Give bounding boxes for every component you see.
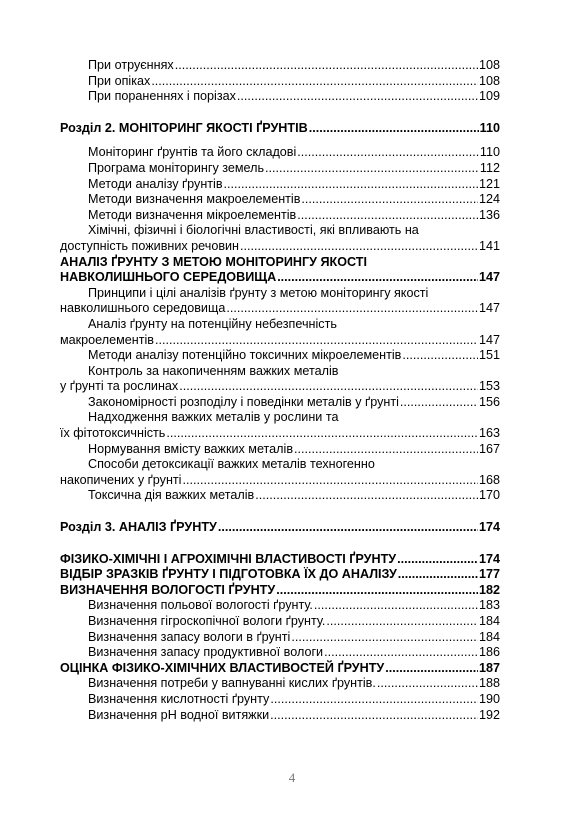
toc-entry[interactable] [60, 630, 500, 646]
toc-entry[interactable] [60, 192, 500, 208]
toc-entry-page: 163 [478, 426, 500, 441]
toc-entry[interactable] [60, 567, 500, 583]
toc-entry-leader-row [60, 552, 500, 568]
toc-entry[interactable] [60, 395, 500, 411]
toc-entry-leader-row [60, 58, 500, 74]
toc-entry-page: 153 [478, 379, 500, 394]
toc-entry-page: 147 [478, 332, 500, 347]
dot-leader [277, 270, 478, 286]
toc-entry-leader-row [60, 708, 500, 724]
toc-entry-title-line: При пораненнях і порізах [88, 89, 236, 104]
toc-entry-leader-row [60, 239, 500, 255]
toc-entry-title-line: Програма моніторингу земель [88, 160, 265, 175]
toc-entry-leader-row [60, 270, 500, 286]
toc-entry-page: 174 [478, 520, 500, 535]
dot-leader [324, 645, 478, 661]
toc-entry-leader-row [60, 661, 500, 677]
toc-entry-title-line: Методи визначення мікроелементів [88, 207, 297, 222]
toc-entry-leader-row [60, 630, 500, 646]
toc-entry-title-line: доступність поживних речовин [60, 238, 240, 253]
toc-entry-title-line: ОЦІНКА ФІЗИКО-ХІМІЧНИХ ВЛАСТИВОСТЕЙ ҐРУНТУ [60, 660, 385, 675]
toc-entry-page: 168 [478, 472, 500, 487]
dot-leader [398, 567, 478, 583]
toc-entry-title-line: їх фітотоксичність [60, 426, 166, 441]
toc-entry-title-line: Визначення потреби у вапнуванні кислих ґрунтів. [88, 676, 376, 691]
dot-leader [240, 239, 478, 255]
toc-entry-leader-row [60, 473, 500, 489]
toc-entry[interactable] [60, 598, 500, 614]
dot-leader [309, 121, 479, 137]
toc-entry-page: 174 [478, 551, 500, 566]
toc-entry-page: 108 [478, 58, 500, 72]
dot-leader [276, 583, 478, 599]
toc-entry-leader-row [60, 348, 500, 364]
toc-entry-title-line: Закономірності розподілу і поведінки металів у ґрунті [88, 394, 399, 409]
toc-entry-leader-row [60, 645, 500, 661]
toc-entry[interactable] [60, 161, 500, 177]
toc-entry-leader-row [60, 520, 500, 536]
toc-entry[interactable] [60, 583, 500, 599]
toc-entry[interactable] [60, 286, 500, 317]
toc-entry-title-line: Моніторинг ґрунтів та його складові [88, 145, 297, 160]
dot-leader [326, 614, 478, 630]
toc-entry[interactable] [60, 410, 500, 441]
toc-entry[interactable] [60, 457, 500, 488]
dot-leader [314, 598, 478, 614]
toc-entry[interactable] [60, 552, 500, 568]
toc-entry-title-line: навколишнього середовища [60, 301, 226, 316]
toc-entry[interactable] [60, 488, 500, 504]
toc-entry-title-line: При опіках [88, 73, 151, 88]
toc-entry[interactable] [60, 121, 500, 137]
dot-leader [297, 208, 478, 224]
toc-entry-leader-row [60, 442, 500, 458]
toc-entry-page: 188 [478, 676, 500, 691]
toc-entry-leader-row [60, 145, 500, 161]
toc-entry-leader-row [60, 192, 500, 208]
toc-entry-page: 192 [478, 707, 500, 722]
toc-entry-page: 186 [478, 645, 500, 660]
dot-leader [385, 661, 478, 677]
toc-entry-title-line: Розділ 3. АНАЛІЗ ҐРУНТУ [60, 520, 217, 535]
toc-entry[interactable] [60, 89, 500, 105]
toc-entry-page: 110 [479, 145, 500, 160]
toc-entry-page: 184 [478, 614, 500, 628]
toc-entry-leader-row [60, 301, 500, 317]
toc-entry-title-line: Нормування вмісту важких металів [88, 441, 294, 456]
dot-leader [226, 301, 478, 317]
table-of-contents [60, 58, 500, 723]
toc-entry-page: 121 [478, 176, 500, 191]
dot-leader [224, 177, 478, 193]
toc-entry-page: 167 [478, 441, 500, 456]
toc-entry-title-line: Визначення кислотності ґрунту [88, 691, 270, 706]
toc-entry-leader-row [60, 208, 500, 224]
toc-entry-leader-row [60, 395, 500, 411]
toc-entry-title-line: Розділ 2. МОНІТОРИНГ ЯКОСТІ ҐРУНТІВ [60, 120, 308, 135]
toc-entry-title-line: Контроль за накопиченням важких металів [88, 363, 339, 378]
toc-entry-page: 109 [478, 89, 500, 104]
toc-entry-page: 124 [478, 192, 500, 207]
toc-entry[interactable] [60, 708, 500, 724]
toc-entry[interactable] [60, 645, 500, 661]
toc-entry-page: 187 [478, 660, 500, 675]
toc-entry-page: 182 [478, 582, 500, 597]
toc-entry-title-line: ФІЗИКО-ХІМІЧНІ І АГРОХІМІЧНІ ВЛАСТИВОСТІ ҐРУНТУ [60, 551, 397, 566]
dot-leader [377, 676, 478, 692]
toc-entry[interactable] [60, 255, 500, 286]
toc-entry-page: 170 [478, 488, 500, 503]
toc-entry[interactable] [60, 614, 500, 630]
toc-entry-page: 151 [478, 348, 500, 363]
toc-entry-leader-row [60, 74, 500, 90]
toc-entry-leader-row [60, 488, 500, 504]
toc-entry-leader-row [60, 379, 500, 395]
dot-leader [155, 333, 478, 349]
toc-entry-title-line: АНАЛІЗ ҐРУНТУ З МЕТОЮ МОНІТОРИНГУ ЯКОСТІ [60, 254, 368, 269]
toc-entry-title-line: НАВКОЛИШНЬОГО СЕРЕДОВИЩА [60, 270, 277, 285]
toc-entry[interactable] [60, 223, 500, 254]
toc-entry[interactable] [60, 364, 500, 395]
toc-entry-page: 141 [478, 238, 500, 253]
toc-entry-title-line: макроелементів [60, 332, 154, 347]
toc-entry-leader-row [60, 692, 500, 708]
toc-entry-page: 147 [478, 270, 500, 285]
toc-entry-leader-row [60, 583, 500, 599]
toc-entry[interactable] [60, 177, 500, 193]
toc-entry[interactable] [60, 676, 500, 692]
toc-entry-title-line: накопичених у ґрунті [60, 472, 182, 487]
toc-entry-title-line: Визначення гігроскопічної вологи ґрунту. [88, 614, 326, 628]
toc-entry-title-line: у ґрунті та рослинах [60, 379, 179, 394]
toc-entry-page: 183 [478, 598, 500, 613]
dot-leader [237, 89, 478, 105]
toc-entry-leader-row [60, 598, 500, 614]
toc-entry[interactable] [60, 348, 500, 364]
toc-entry-page: 177 [478, 567, 500, 582]
toc-entry-page: 156 [478, 394, 500, 409]
dot-leader [179, 379, 478, 395]
toc-entry[interactable] [60, 317, 500, 348]
toc-entry-page: 108 [478, 73, 500, 88]
dot-leader [297, 145, 479, 161]
dot-leader [402, 348, 478, 364]
toc-entry-page: 110 [479, 120, 500, 135]
toc-entry-leader-row [60, 567, 500, 583]
toc-entry-leader-row [60, 426, 500, 442]
dot-leader [397, 552, 478, 568]
toc-entry[interactable] [60, 692, 500, 708]
toc-entry-title-line: Надходження важких металів у рослини та [88, 410, 339, 425]
page-number: 4 [288, 770, 296, 785]
dot-leader [182, 473, 478, 489]
dot-leader [294, 442, 478, 458]
toc-entry-leader-row [60, 121, 500, 137]
dot-leader [400, 395, 478, 411]
toc-entry-page: 136 [478, 207, 500, 222]
toc-entry-title-line: Визначення рН водної витяжки [88, 707, 270, 722]
dot-leader [265, 161, 479, 177]
toc-entry-title-line: Визначення запасу вологи в ґрунті [88, 629, 291, 644]
toc-entry-title-line: Методи аналізу ґрунтів [88, 176, 223, 191]
toc-entry-page: 112 [479, 160, 500, 175]
toc-entry-title-line: Способи детоксикації важких металів техногенно [88, 457, 375, 472]
toc-entry-leader-row [60, 333, 500, 349]
toc-entry-leader-row [60, 89, 500, 105]
toc-entry-leader-row [60, 614, 500, 630]
toc-entry-title-line: Визначення польової вологості ґрунту. [88, 598, 313, 613]
toc-entry-title-line: Методи аналізу потенційно токсичних мікроелементів [88, 348, 402, 363]
toc-entry-title-line: Хімічні, фізичні і біологічні властивості, які впливають на [88, 223, 419, 238]
toc-entry-title-line: Методи визначення макроелементів [88, 192, 301, 207]
toc-entry-title-line: Принципи і цілі аналізів ґрунту з метою моніторингу якості [88, 285, 429, 300]
toc-entry-title-line: Токсична дія важких металів [88, 488, 255, 503]
dot-leader [255, 488, 478, 504]
dot-leader [166, 426, 478, 442]
toc-entry-leader-row [60, 161, 500, 177]
toc-entry-leader-row [60, 177, 500, 193]
toc-entry-title-line: ВИЗНАЧЕННЯ ВОЛОГОСТІ ҐРУНТУ [60, 582, 276, 597]
toc-entry[interactable] [60, 58, 500, 74]
toc-entry-title-line: Визначення запасу продуктивної вологи [88, 645, 324, 660]
toc-entry-title-line: При отруєннях [88, 58, 174, 72]
toc-entry[interactable] [60, 74, 500, 90]
toc-entry-title-line: Аналіз ґрунту на потенційну небезпечність [88, 316, 337, 331]
toc-entry[interactable] [60, 145, 500, 161]
toc-entry[interactable] [60, 661, 500, 677]
dot-leader [270, 692, 478, 708]
dot-leader [291, 630, 478, 646]
toc-entry[interactable] [60, 208, 500, 224]
dot-leader [301, 192, 478, 208]
toc-entry-page: 147 [478, 301, 500, 316]
toc-entry-page: 190 [478, 691, 500, 706]
dot-leader [151, 74, 478, 90]
toc-entry-leader-row [60, 676, 500, 692]
dot-leader [175, 58, 478, 74]
dot-leader [218, 520, 478, 536]
toc-entry-title-line: ВІДБІР ЗРАЗКІВ ҐРУНТУ І ПІДГОТОВКА ЇХ ДО АНАЛІЗУ [60, 567, 397, 582]
toc-entry[interactable] [60, 442, 500, 458]
dot-leader [270, 708, 478, 724]
toc-entry-page: 184 [478, 629, 500, 644]
toc-entry[interactable] [60, 520, 500, 536]
